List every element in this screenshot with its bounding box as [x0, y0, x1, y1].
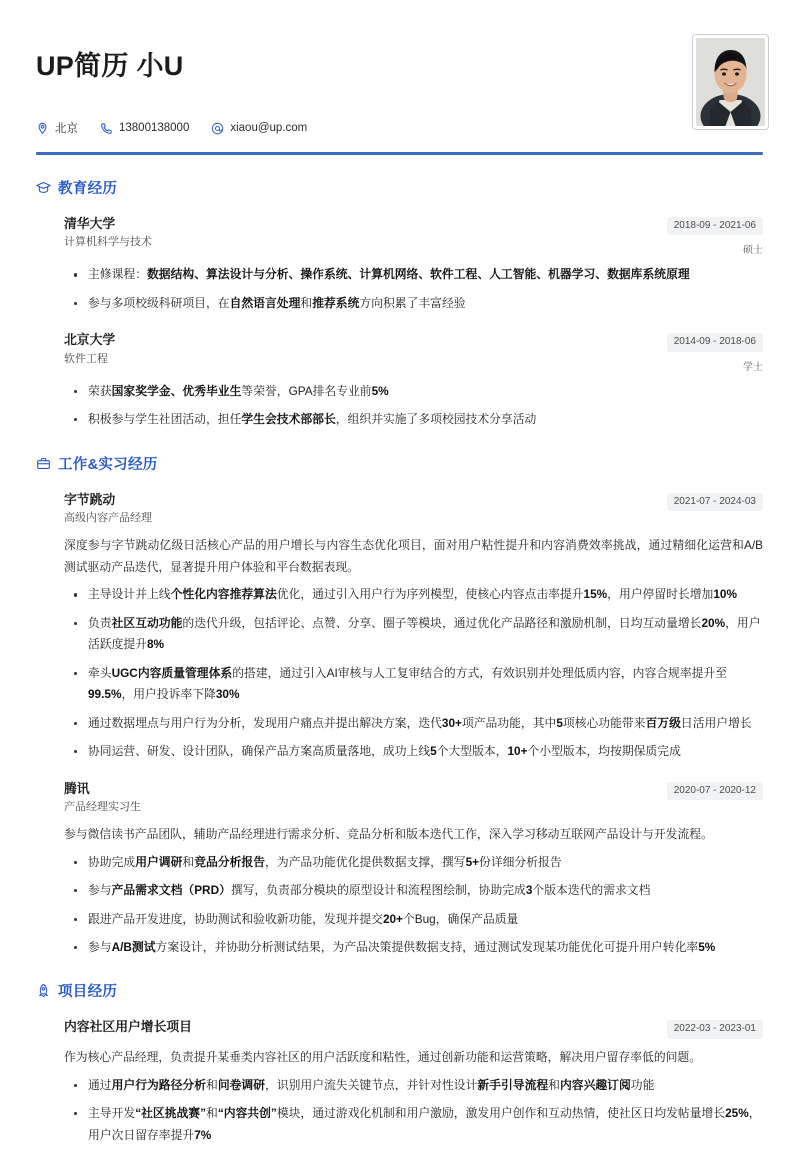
list-item: 通过用户行为路径分析和问卷调研，识别用户流失关键节点，并针对性设计新手引导流程和内容兴趣订阅功能 — [64, 1075, 763, 1096]
contact-text: 北京 — [55, 123, 78, 136]
entry-head-left — [64, 491, 152, 527]
experience-entry — [28, 780, 771, 959]
entry-bullet-list — [64, 1075, 763, 1146]
entry-head-left — [64, 780, 141, 816]
list-item: 主导开发“社区挑战赛”和“内容共创”模块，通过游戏化机制和用户激励，激发用户创作和互动热情，使社区日均发帖量增长25%，用户次日留存率提升7% — [64, 1103, 763, 1146]
experience-entry — [28, 1018, 771, 1146]
section-title-label: 项目经历 — [58, 984, 118, 1001]
section-title — [28, 177, 771, 198]
list-item: 通过数据埋点与用户行为分析，发现用户痛点并提出解决方案，迭代30+项产品功能，其中5项核心功能带来百万级日活用户增长 — [64, 713, 763, 734]
entry-bullet-list — [64, 381, 763, 431]
contact-item-email-at — [211, 122, 307, 135]
section-工作&实习经历 — [28, 453, 771, 959]
degree-label: 硕士 — [743, 245, 763, 257]
location-pin-icon — [36, 122, 49, 135]
phone-icon — [100, 122, 113, 135]
entry-head-left — [64, 1018, 192, 1037]
list-item: 负责社区互动功能的迭代升级，包括评论、点赞、分享、圈子等模块，通过优化产品路径和激励机制，日均互动量增长20%，用户活跃度提升8% — [64, 613, 763, 656]
list-item: 主导设计并上线个性化内容推荐算法优化，通过引入用户行为序列模型，使核心内容点击率提升15%，用户停留时长增加10% — [64, 584, 763, 605]
entry-head-right — [653, 215, 763, 259]
contact-item-phone — [100, 122, 189, 135]
entry-org: 北京大学 — [64, 332, 116, 348]
entry-head-right — [653, 331, 763, 375]
header-left — [28, 34, 329, 136]
list-item: 协同运营、研发、设计团队，确保产品方案高质量落地，成功上线5个大型版本，10+个小型版本，均按期保质完成 — [64, 741, 763, 762]
entry-head-right — [653, 780, 763, 801]
entry-org: 内容社区用户增长项目 — [64, 1019, 192, 1035]
section-title-label: 工作&实习经历 — [58, 456, 158, 473]
list-item: 参与A/B测试方案设计，并协助分析测试结果，为产品决策提供数据支持，通过测试发现某功能优化可提升用户转化率5% — [64, 937, 763, 958]
entry-head — [64, 780, 763, 816]
list-item: 参与产品需求文档（PRD）撰写，负责部分模块的原型设计和流程图绘制，协助完成3个版本迭代的需求文档 — [64, 880, 763, 901]
entry-head — [64, 491, 763, 527]
page-title: UP简历 小U — [36, 51, 184, 81]
experience-entry — [28, 215, 771, 314]
entry-head — [64, 331, 763, 375]
rocket-icon — [36, 983, 51, 998]
list-item: 荣获国家奖学金、优秀毕业生等荣誉，GPA排名专业前5% — [64, 381, 763, 402]
experience-entry — [28, 331, 771, 430]
entry-org: 字节跳动 — [64, 491, 116, 507]
entry-bullet-list — [64, 264, 763, 314]
resume-header — [28, 0, 771, 136]
avatar — [692, 34, 769, 130]
entry-bullet-list — [64, 584, 763, 762]
portrait-illustration — [696, 38, 765, 126]
experience-entry — [28, 491, 771, 763]
date-badge: 2022-03 - 2023-01 — [667, 1020, 763, 1039]
entry-org: 腾讯 — [64, 780, 90, 796]
entry-subtitle: 产品经理实习生 — [64, 801, 141, 814]
list-item: 积极参与学生社团活动，担任学生会技术部部长，组织并实施了多项校园技术分享活动 — [64, 409, 763, 430]
section-教育经历 — [28, 177, 771, 431]
header-divider — [36, 152, 763, 155]
list-item: 牵头UGC内容质量管理体系的搭建，通过引入AI审核与人工复审结合的方式，有效识别并处理低质内容，内容合规率提升至99.5%，用户投诉率下降30% — [64, 663, 763, 706]
contact-row — [36, 120, 329, 136]
entry-head — [64, 1018, 763, 1039]
section-title — [28, 980, 771, 1001]
section-项目经历 — [28, 980, 771, 1146]
entry-description: 作为核心产品经理，负责提升某垂类内容社区的用户活跃度和粘性，通过创新功能和运营策略，解决用户留存率低的问题。 — [64, 1049, 702, 1064]
section-title-label: 教育经历 — [58, 180, 118, 197]
date-badge: 2014-09 - 2018-06 — [667, 333, 763, 352]
list-item: 协助完成用户调研和竞品分析报告，为产品功能优化提供数据支撑，撰写5+份详细分析报告 — [64, 852, 763, 873]
graduation-cap-icon — [36, 180, 51, 195]
entry-description: 参与微信读书产品团队，辅助产品经理进行需求分析、竞品分析和版本迭代工作，深入学习移动互联网产品设计与开发流程。 — [64, 826, 713, 841]
list-item: 主修课程：数据结构、算法设计与分析、操作系统、计算机网络、软件工程、人工智能、机器学习、数据库系统原理 — [64, 264, 763, 285]
date-badge: 2018-09 - 2021-06 — [667, 217, 763, 236]
degree-label: 学士 — [743, 361, 763, 373]
sections-root — [28, 177, 771, 1146]
entry-head-left — [64, 215, 152, 251]
date-badge: 2020-07 - 2020-12 — [667, 782, 763, 801]
entry-org: 清华大学 — [64, 215, 116, 231]
list-item: 参与多项校级科研项目，在自然语言处理和推荐系统方向积累了丰富经验 — [64, 293, 763, 314]
entry-head-right — [653, 1018, 763, 1039]
contact-text: xiaou@up.com — [230, 122, 308, 135]
entry-head-left — [64, 331, 115, 367]
list-item: 跟进产品开发进度，协助测试和验收新功能，发现并提交20+个Bug，确保产品质量 — [64, 909, 763, 930]
entry-subtitle: 软件工程 — [64, 352, 108, 365]
entry-subtitle: 高级内容产品经理 — [64, 512, 152, 525]
briefcase-icon — [36, 456, 51, 471]
contact-item-location-pin — [36, 120, 78, 136]
date-badge: 2021-07 - 2024-03 — [667, 493, 763, 512]
contact-text: 13800138000 — [119, 122, 190, 135]
section-title — [28, 453, 771, 474]
entry-subtitle: 计算机科学与技术 — [64, 236, 152, 249]
entry-bullet-list — [64, 852, 763, 959]
entry-head — [64, 215, 763, 259]
entry-head-right — [653, 491, 763, 512]
entry-description: 深度参与字节跳动亿级日活核心产品的用户增长与内容生态优化项目，面对用户粘性提升和内容消费效率挑战，通过精细化运营和A/B测试驱动产品迭代，显著提升用户体验和平台数据表现。 — [64, 537, 763, 574]
email-at-icon — [211, 122, 224, 135]
avatar-photo — [696, 38, 765, 126]
